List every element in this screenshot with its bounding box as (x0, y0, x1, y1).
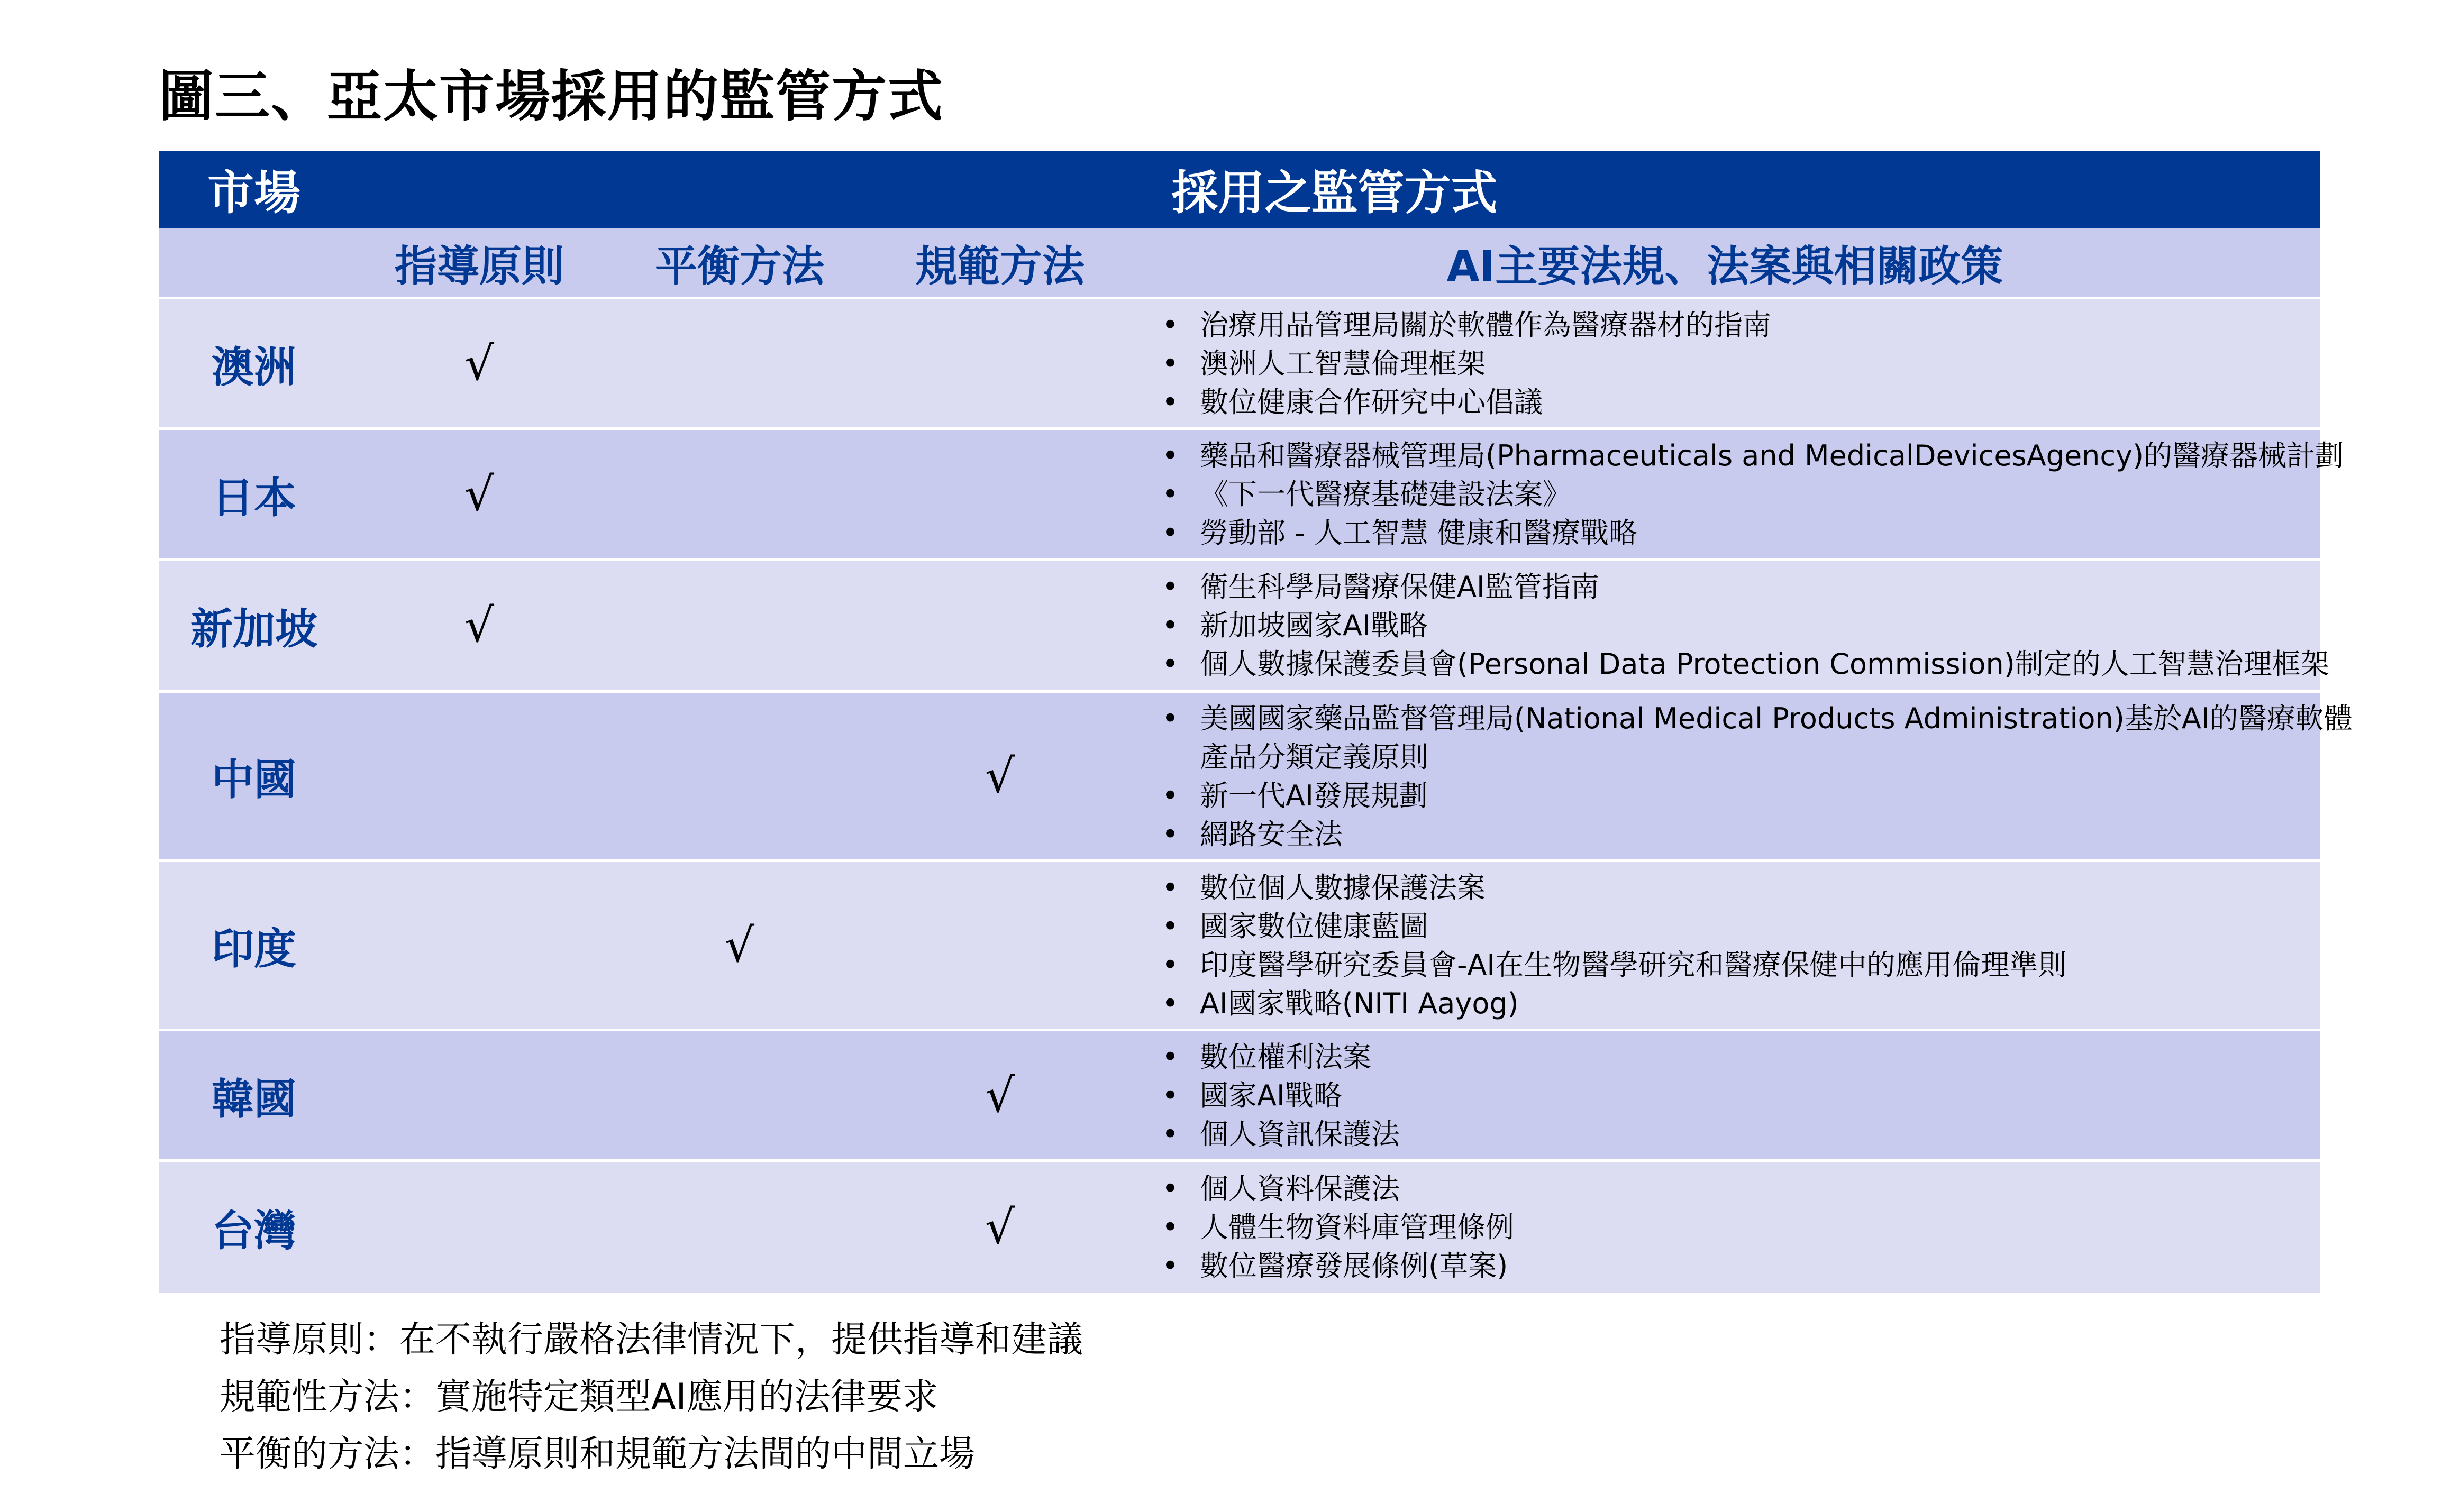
table-header-row (159, 151, 2320, 228)
table-row (159, 297, 2320, 427)
market-cell: 韓國 (212, 1074, 296, 1124)
subheader-balanced: 平衡方法 (655, 241, 824, 291)
normative-check: √ (985, 1200, 1015, 1254)
law-item: • 人體生物資料庫管理條例 (1162, 1208, 1514, 1247)
law-item: • 數位個人數據保護法案 (1162, 868, 2066, 907)
market-cell: 澳洲 (212, 342, 296, 392)
table-row (159, 1029, 2320, 1159)
guide-check (349, 1031, 609, 1159)
market-cell: 印度 (212, 924, 296, 974)
law-item: • 勞動部 - 人工智慧 健康和醫療戰略 (1162, 514, 2344, 552)
balanced-check (609, 299, 870, 427)
table-row (159, 427, 2344, 558)
normative-check: √ (985, 749, 1015, 803)
law-item: • AI國家戰略(NITI Aayog) (1162, 984, 2066, 1023)
header-market: 市場 (207, 166, 300, 220)
regulation-table (159, 151, 2353, 1293)
subheader-blank (159, 228, 349, 297)
subheader-laws: AI主要法規、法案與相關政策 (1446, 241, 2003, 291)
laws-cell (1130, 561, 2329, 690)
law-item: • 數位健康合作研究中心倡議 (1162, 383, 1771, 421)
laws-list (1162, 436, 2344, 552)
balanced-check (609, 1162, 870, 1293)
header-approach: 採用之監管方式 (1171, 166, 1498, 220)
note-balanced: 平衡的方法：指導原則和規範方法間的中間立場 (220, 1433, 976, 1475)
table-subheader-row (159, 228, 2320, 297)
market-cell: 中國 (212, 755, 296, 804)
balanced-check (609, 561, 870, 690)
laws-list (1162, 1038, 1400, 1153)
laws-cell (1130, 862, 2320, 1029)
subheader-guide: 指導原則 (395, 241, 564, 291)
law-item-continuation: 產品分類定義原則 (1200, 740, 1428, 774)
guide-check: √ (464, 336, 495, 391)
law-item: • 數位醫療發展條例(草案) (1162, 1247, 1514, 1285)
law-item: • 美國國家藥品監督管理局(National Medical Products Administration)基於AI的醫療軟體 (1162, 699, 2353, 738)
balanced-check (609, 430, 870, 558)
laws-list (1162, 1169, 1514, 1285)
law-item: • 個人數據保護委員會(Personal Data Protection Commission)制定的人工智慧治理框架 (1162, 645, 2329, 683)
laws-cell (1130, 299, 2320, 427)
laws-cell (1130, 1031, 2320, 1159)
laws-list (1162, 306, 1771, 421)
market-cell: 新加坡 (190, 604, 317, 654)
table-row (159, 558, 2329, 690)
guide-check: √ (464, 466, 495, 521)
law-item: • 個人資訊保護法 (1162, 1115, 1400, 1153)
laws-cell (1130, 430, 2344, 558)
subheader-normative: 規範方法 (915, 241, 1085, 291)
law-item: • 國家數位健康藍圖 (1162, 907, 2066, 946)
laws-list (1162, 868, 2066, 1023)
guide-check (349, 1162, 609, 1293)
law-item: • 印度醫學研究委員會-AI在生物醫學研究和醫療保健中的應用倫理準則 (1162, 946, 2066, 984)
law-item: • 數位權利法案 (1162, 1038, 1400, 1076)
laws-list (1162, 699, 2353, 854)
law-item: • 治療用品管理局關於軟體作為醫療器材的指南 (1162, 306, 1771, 344)
law-item: • 衛生科學局醫療保健AI監管指南 (1162, 567, 2329, 606)
normative-check: √ (985, 1068, 1015, 1123)
table-row (159, 690, 2353, 859)
law-item: • 澳洲人工智慧倫理框架 (1162, 344, 1771, 383)
guide-check (349, 693, 609, 859)
guide-check (349, 862, 609, 1029)
guide-check: √ (464, 598, 495, 653)
note-normative: 規範性方法：實施特定類型AI應用的法律要求 (220, 1376, 938, 1418)
law-item: • 網路安全法 (1162, 815, 2353, 854)
balanced-check: √ (724, 918, 755, 973)
laws-cell (1130, 1162, 2320, 1293)
market-cell: 日本 (212, 473, 296, 523)
law-item: • 新一代AI發展規劃 (1162, 776, 2353, 815)
normative-check (870, 299, 1130, 427)
laws-list (1162, 567, 2329, 683)
balanced-check (609, 693, 870, 859)
normative-check (870, 561, 1130, 690)
law-item: • 個人資料保護法 (1162, 1169, 1514, 1208)
law-item: • 新加坡國家AI戰略 (1162, 606, 2329, 645)
market-cell: 台灣 (212, 1206, 296, 1256)
laws-cell (1130, 693, 2353, 859)
law-item: • 藥品和醫療器械管理局(Pharmaceuticals and MedicalDevicesAgency)的醫療器械計劃 (1162, 436, 2344, 475)
legend-notes (220, 1312, 1083, 1483)
balanced-check (609, 1031, 870, 1159)
normative-check (870, 862, 1130, 1029)
law-item: • 國家AI戰略 (1162, 1076, 1400, 1115)
table-row (159, 859, 2320, 1029)
page-title: 圖三、亞太市場採用的監管方式 (159, 64, 944, 129)
normative-check (870, 430, 1130, 558)
table-row (159, 1159, 2320, 1293)
note-guide: 指導原則：在不執行嚴格法律情況下，提供指導和建議 (220, 1319, 1083, 1361)
law-item: • 《下一代醫療基礎建設法案》 (1162, 475, 2344, 514)
